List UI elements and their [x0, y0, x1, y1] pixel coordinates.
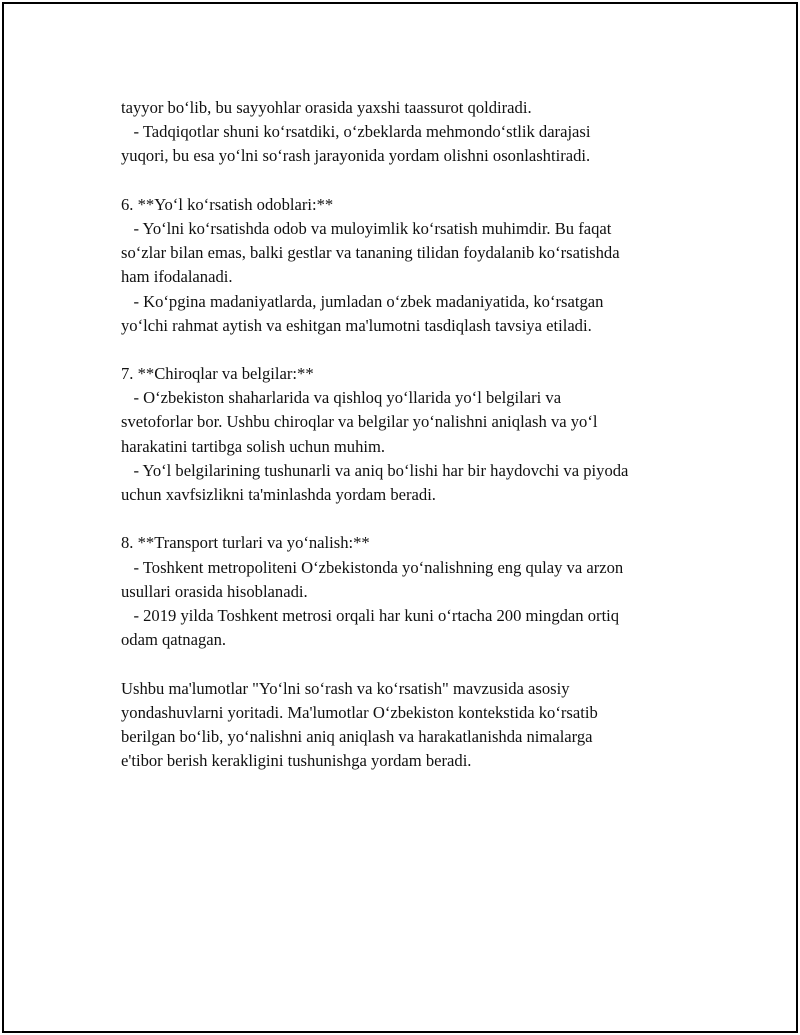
paragraph-gap — [121, 169, 701, 193]
paragraph-gap — [121, 652, 701, 676]
text-line: - Ko‘pgina madaniyatlarda, jumladan o‘zbek madaniyatida, ko‘rsatgan — [121, 291, 604, 311]
text-line: - Yo‘lni ko‘rsatishda odob va muloyimlik ko‘rsatish muhimdir. Bu faqat — [121, 218, 612, 238]
page-frame — [2, 2, 798, 1033]
text-line: harakatini tartibga solish uchun muhim. — [121, 436, 386, 456]
section-7 — [121, 362, 701, 507]
section-6 — [121, 193, 701, 338]
text-line: yondashuvlarni yoritadi. Ma'lumotlar O‘zbekiston kontekstida ko‘rsatib — [121, 702, 598, 722]
text-line: yuqori, bu esa yo‘lni so‘rash jarayonida yordam olishni osonlashtiradi. — [121, 146, 591, 166]
text-line: ham ifodalanadi. — [121, 267, 233, 287]
section-heading: 8. **Transport turlari va yo‘nalish:** — [121, 533, 370, 553]
text-line: uchun xavfsizlikni ta'minlashda yordam beradi. — [121, 485, 436, 504]
text-line: - Toshkent metropoliteni O‘zbekistonda yo‘nalishning eng qulay va arzon — [121, 557, 624, 577]
section-heading: 6. **Yo‘l ko‘rsatish odoblari:** — [121, 194, 334, 214]
text-line: usullari orasida hisoblanadi. — [121, 581, 308, 601]
text-line: berilgan bo‘lib, yo‘nalishni aniq aniqlash va harakatlanishda nimalarga — [121, 726, 593, 746]
text-line: svetoforlar bor. Ushbu chiroqlar va belgilar yo‘nalishni aniqlash va yo‘l — [121, 412, 598, 432]
text-line: odam qatnagan. — [121, 630, 227, 650]
paragraph-gap — [121, 507, 701, 531]
document-body — [121, 96, 701, 773]
section-8 — [121, 531, 701, 652]
section-heading: 7. **Chiroqlar va belgilar:** — [121, 364, 314, 384]
text-line: - 2019 yilda Toshkent metrosi orqali har kuni o‘rtacha 200 mingdan ortiq — [121, 605, 620, 625]
text-line: - O‘zbekiston shaharlarida va qishloq yo‘llarida yo‘l belgilari va — [121, 388, 562, 408]
text-line: - Tadqiqotlar shuni ko‘rsatdiki, o‘zbeklarda mehmondo‘stlik darajasi — [121, 122, 591, 142]
conclusion-paragraph — [121, 677, 701, 774]
paragraph-gap — [121, 338, 701, 362]
text-line: yo‘lchi rahmat aytish va eshitgan ma'lumotni tasdiqlash tavsiya etiladi. — [121, 315, 592, 335]
text-line: e'tibor berish kerakligini tushunishga yordam beradi. — [121, 751, 472, 771]
text-line: tayyor bo‘lib, bu sayyohlar orasida yaxshi taassurot qoldiradi. — [121, 98, 532, 117]
text-line: Ushbu ma'lumotlar "Yo‘lni so‘rash va ko‘rsatish" mavzusida asosiy — [121, 678, 570, 698]
text-line: so‘zlar bilan emas, balki gestlar va tananing tilidan foydalanib ko‘rsatishda — [121, 243, 620, 263]
text-line: - Yo‘l belgilarining tushunarli va aniq bo‘lishi har bir haydovchi va piyoda — [121, 460, 629, 480]
intro-paragraph-tail — [121, 96, 701, 169]
